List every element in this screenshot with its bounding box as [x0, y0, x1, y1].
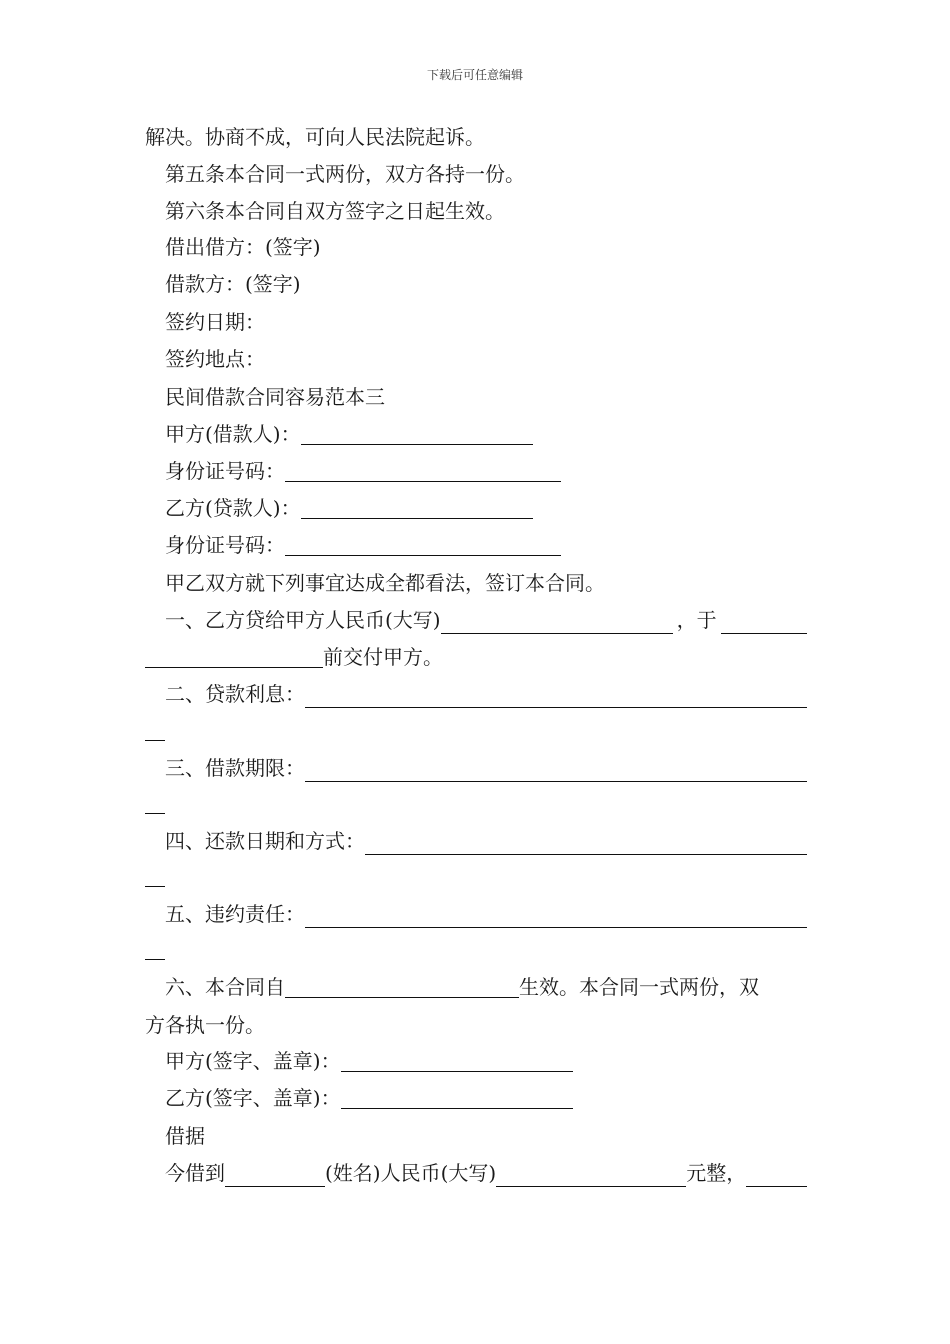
page-header: 下载后可任意编辑: [426, 68, 523, 82]
id-number-line: 身份证号码：: [165, 531, 807, 559]
clause-6-cont: 方各执一份。: [145, 1013, 265, 1037]
clause-2: 二、贷款利息：: [165, 680, 807, 708]
sign-date-label: 签约日期：: [165, 310, 265, 334]
blank-field: [305, 907, 807, 928]
clause-3: 三、借款期限：: [165, 754, 807, 782]
blank-field: [721, 613, 807, 634]
clause-2-cont: [145, 716, 807, 744]
lender-signature-label: 借出借方：(签字): [165, 235, 321, 259]
blank-field: [441, 613, 673, 634]
blank-field: [496, 1166, 686, 1187]
clause-4-cont: [145, 862, 807, 890]
clause-4: 四、还款日期和方式：: [165, 827, 807, 855]
blank-field: [285, 535, 561, 556]
blank-field: [341, 1051, 573, 1072]
party-b-line: 乙方(贷款人)：: [165, 494, 807, 522]
clause-3-cont: [145, 789, 807, 817]
clause-1-cont: 前交付甲方。: [145, 643, 807, 671]
iou-line: 今借到 (姓名)人民币(大写) 元整，: [165, 1159, 807, 1187]
id-number-line: 身份证号码：: [165, 457, 807, 485]
blank-field: [341, 1088, 573, 1109]
blank-field: [301, 498, 533, 519]
article-6: 第六条本合同自双方签字之日起生效。: [165, 199, 505, 223]
blank-field: [145, 939, 165, 960]
clause-5: 五、违约责任：: [165, 900, 807, 928]
blank-field: [305, 687, 807, 708]
blank-field: [285, 977, 519, 998]
clause-1: 一、乙方贷给甲方人民币(大写) ，于: [165, 606, 807, 634]
blank-field: [225, 1166, 325, 1187]
blank-field: [145, 647, 323, 668]
blank-field: [746, 1166, 807, 1187]
paragraph-line: 解决。协商不成，可向人民法院起诉。: [145, 125, 485, 149]
borrower-signature-label: 借款方：(签字): [165, 272, 301, 296]
clause-6: 六、本合同自 生效。本合同一式两份，双: [165, 975, 759, 999]
clause-5-cont: [145, 935, 807, 963]
party-b-seal-line: 乙方(签字、盖章)：: [165, 1084, 807, 1112]
blank-field: [285, 461, 561, 482]
blank-field: [145, 720, 165, 741]
blank-field: [305, 761, 807, 782]
blank-field: [145, 793, 165, 814]
blank-field: [365, 834, 807, 855]
agreement-intro: 甲乙双方就下列事宜达成全都看法，签订本合同。: [165, 571, 605, 595]
party-a-seal-line: 甲方(签字、盖章)：: [165, 1047, 807, 1075]
blank-field: [145, 866, 165, 887]
blank-field: [301, 424, 533, 445]
party-a-line: 甲方(借款人)：: [165, 420, 807, 448]
iou-title: 借据: [165, 1124, 205, 1148]
article-5: 第五条本合同一式两份，双方各持一份。: [165, 162, 525, 186]
section-title: 民间借款合同容易范本三: [165, 385, 385, 409]
sign-place-label: 签约地点：: [165, 347, 265, 371]
